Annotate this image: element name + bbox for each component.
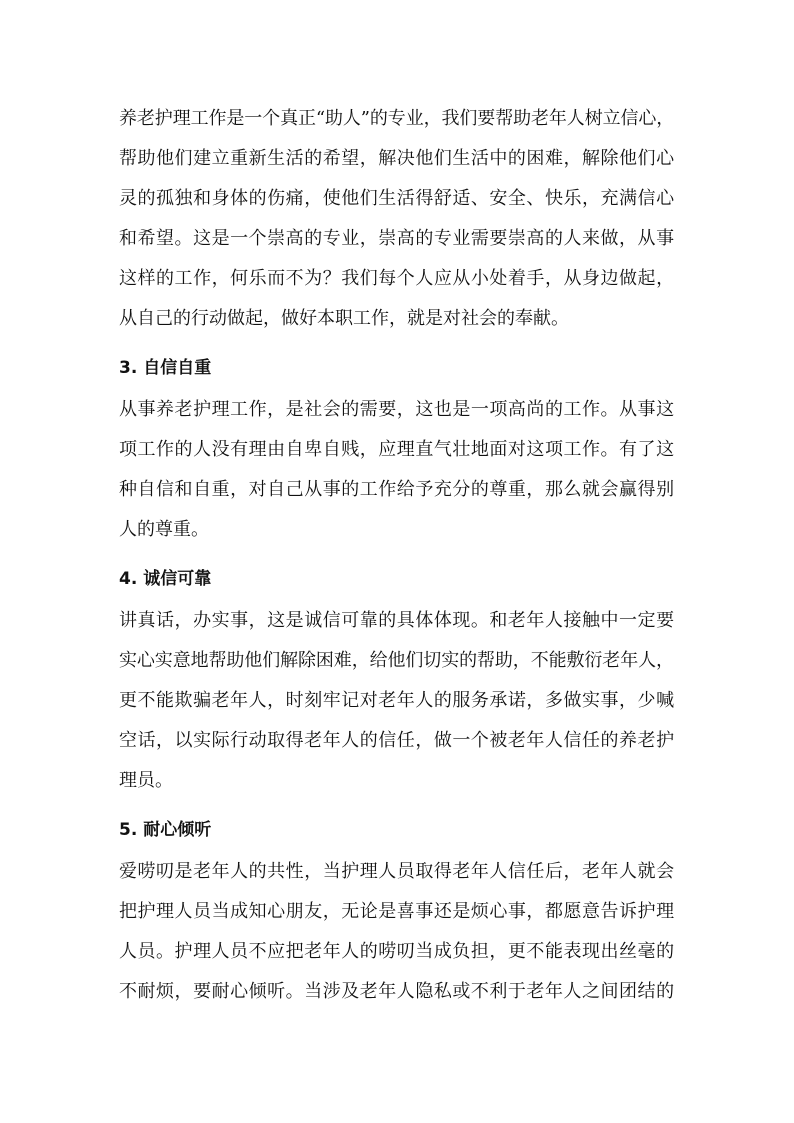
intro-line-5: 这样的工作，何乐而不为？我们每个人应从小处着手，从身边做起，	[119, 268, 675, 289]
section-3-line-3: 种自信和自重，对自己从事的工作给予充分的尊重，那么就会赢得别	[119, 479, 675, 500]
intro-line-2: 帮助他们建立重新生活的希望，解决他们生活中的困难，解除他们心	[119, 148, 675, 169]
section-3-line-2: 项工作的人没有理由自卑自贱，应理直气壮地面对这项工作。有了这	[119, 439, 675, 460]
section-4-heading: 4. 诚信可靠	[119, 569, 212, 589]
intro-line-1: 养老护理工作是一个真正“助人”的专业，我们要帮助老年人树立信心，	[119, 108, 675, 129]
intro-line-3: 灵的孤独和身体的伤痛，使他们生活得舒适、安全、快乐，充满信心	[119, 188, 675, 209]
intro-line-4: 和希望。这是一个崇高的专业，崇高的专业需要崇高的人来做，从事	[119, 228, 675, 249]
section-3-line-1: 从事养老护理工作，是社会的需要，这也是一项高尚的工作。从事这	[119, 399, 675, 420]
section-5-line-1: 爱唠叨是老年人的共性，当护理人员取得老年人信任后，老年人就会	[119, 861, 675, 882]
section-4-line-4: 空话，以实际行动取得老年人的信任，做一个被老年人信任的养老护	[119, 730, 675, 751]
section-4-line-2: 实心实意地帮助他们解除困难，给他们切实的帮助，不能敷衍老年人，	[119, 650, 674, 671]
section-5-line-2: 把护理人员当成知心朋友，无论是喜事还是烦心事，都愿意告诉护理	[119, 901, 675, 922]
intro-line-6: 从自己的行动做起，做好本职工作，就是对社会的奉献。	[119, 308, 569, 329]
section-5-line-3: 人员。护理人员不应把老年人的唠叨当成负担，更不能表现出丝毫的	[119, 941, 675, 962]
section-5-line-4: 不耐烦，要耐心倾听。当涉及老年人隐私或不利于老年人之间团结的	[119, 981, 675, 1002]
section-5-heading: 5. 耐心倾听	[119, 820, 212, 840]
section-3-line-4: 人的尊重。	[119, 519, 209, 540]
section-4-line-1: 讲真话，办实事，这是诚信可靠的具体体现。和老年人接触中一定要	[119, 610, 675, 631]
section-4-line-5: 理员。	[119, 770, 173, 791]
section-4-line-3: 更不能欺骗老年人，时刻牢记对老年人的服务承诺，多做实事，少喊	[119, 690, 675, 711]
section-3-heading: 3. 自信自重	[119, 358, 212, 378]
